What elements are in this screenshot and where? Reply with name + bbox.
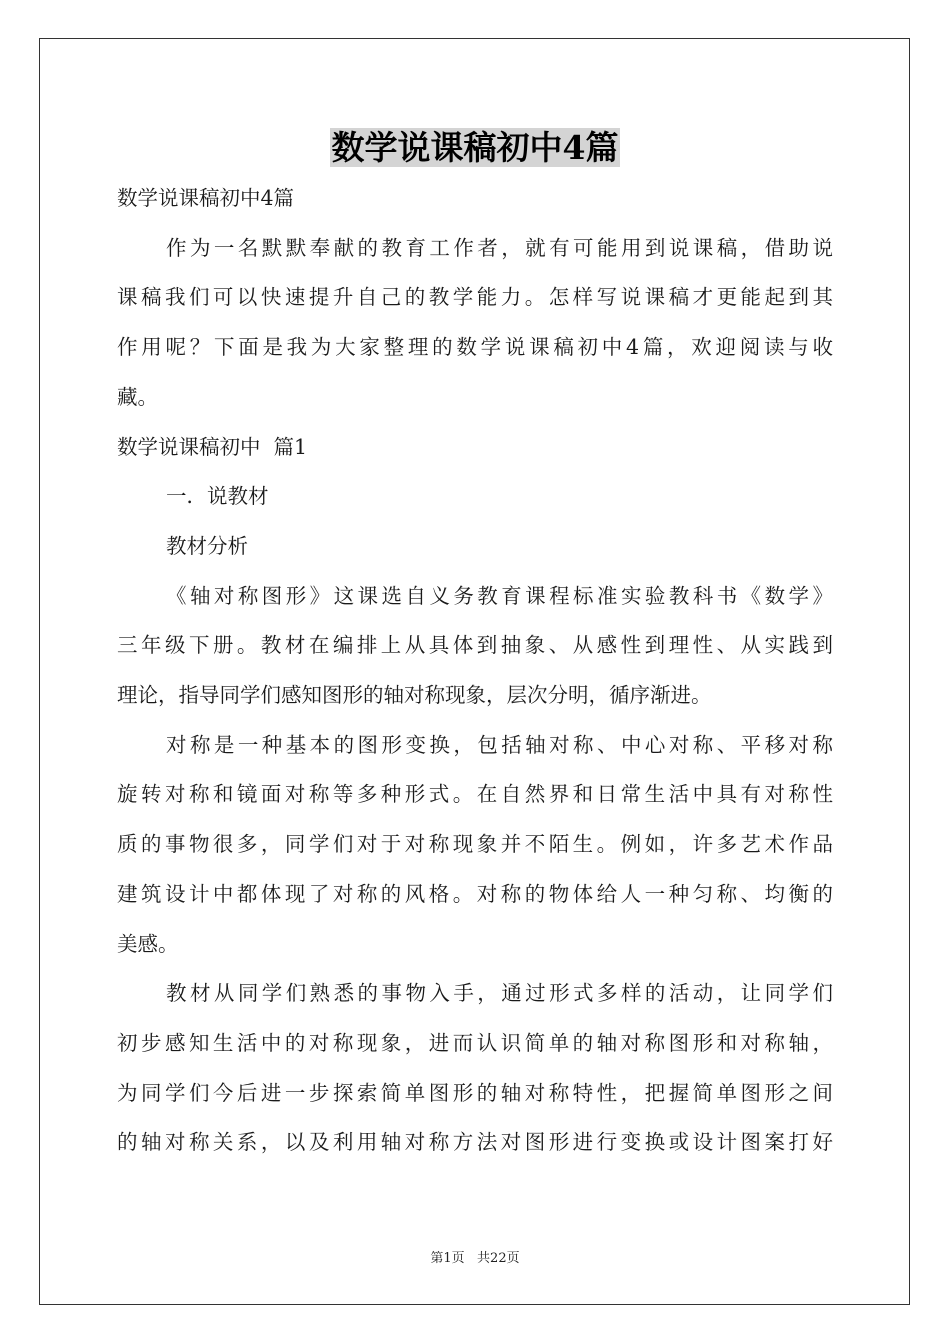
- paragraph-line: 《轴对称图形》这课选自义务教育课程标准实验教科书《数学》: [166, 583, 833, 608]
- paragraph-line: 三年级下册。教材在编排上从具体到抽象、从感性到理性、从实践到: [117, 633, 833, 658]
- paragraph-line: 质的事物很多，同学们对于对称现象并不陌生。例如，许多艺术作品: [117, 832, 833, 857]
- document-body: [117, 174, 833, 1168]
- intro-line: 课稿我们可以快速提升自己的教学能力。怎样写说课稿才更能起到其: [117, 285, 833, 310]
- paragraph-textbook-approach: [117, 969, 833, 1168]
- intro-line: 藏。: [117, 384, 158, 409]
- paragraph-line: 旋转对称和镜面对称等多种形式。在自然界和日常生活中具有对称性: [117, 782, 833, 807]
- paragraph-line: 美感。: [117, 931, 179, 956]
- document-subtitle: 数学说课稿初中4篇: [117, 186, 295, 210]
- subsection-heading: 一．说教材: [166, 484, 269, 509]
- paragraph-symmetry: [117, 721, 833, 970]
- paragraph-line: 的轴对称关系，以及利用轴对称方法对图形进行变换或设计图案打好: [117, 1130, 833, 1155]
- page-number: 第1页 共22页: [430, 1251, 520, 1266]
- document-title-text: 数学说课稿初中4篇: [331, 128, 619, 167]
- page-footer: [0, 1247, 950, 1266]
- paragraph-line: 教材从同学们熟悉的事物入手，通过形式多样的活动，让同学们: [166, 981, 833, 1006]
- intro-line: 作为一名默默奉献的教育工作者，就有可能用到说课稿，借助说: [166, 235, 833, 260]
- paragraph-line: 建筑设计中都体现了对称的风格。对称的物体给人一种匀称、均衡的: [117, 881, 833, 906]
- paragraph-textbook-source: [117, 572, 833, 721]
- paragraph-line: 为同学们今后进一步探索简单图形的轴对称特性，把握简单图形之间: [117, 1080, 833, 1105]
- intro-paragraph: [117, 224, 833, 423]
- intro-line: 作用呢？下面是我为大家整理的数学说课稿初中4篇，欢迎阅读与收: [117, 335, 833, 360]
- paragraph-line: 理论，指导同学们感知图形的轴对称现象，层次分明，循序渐进。: [117, 683, 712, 708]
- section-heading: 数学说课稿初中 篇1: [117, 434, 308, 459]
- paragraph-line: 对称是一种基本的图形变换，包括轴对称、中心对称、平移对称: [166, 732, 833, 757]
- document-title: [0, 126, 950, 170]
- subsubsection-heading: 教材分析: [166, 533, 248, 558]
- paragraph-line: 初步感知生活中的对称现象，进而认识简单的轴对称图形和对称轴，: [117, 1030, 833, 1055]
